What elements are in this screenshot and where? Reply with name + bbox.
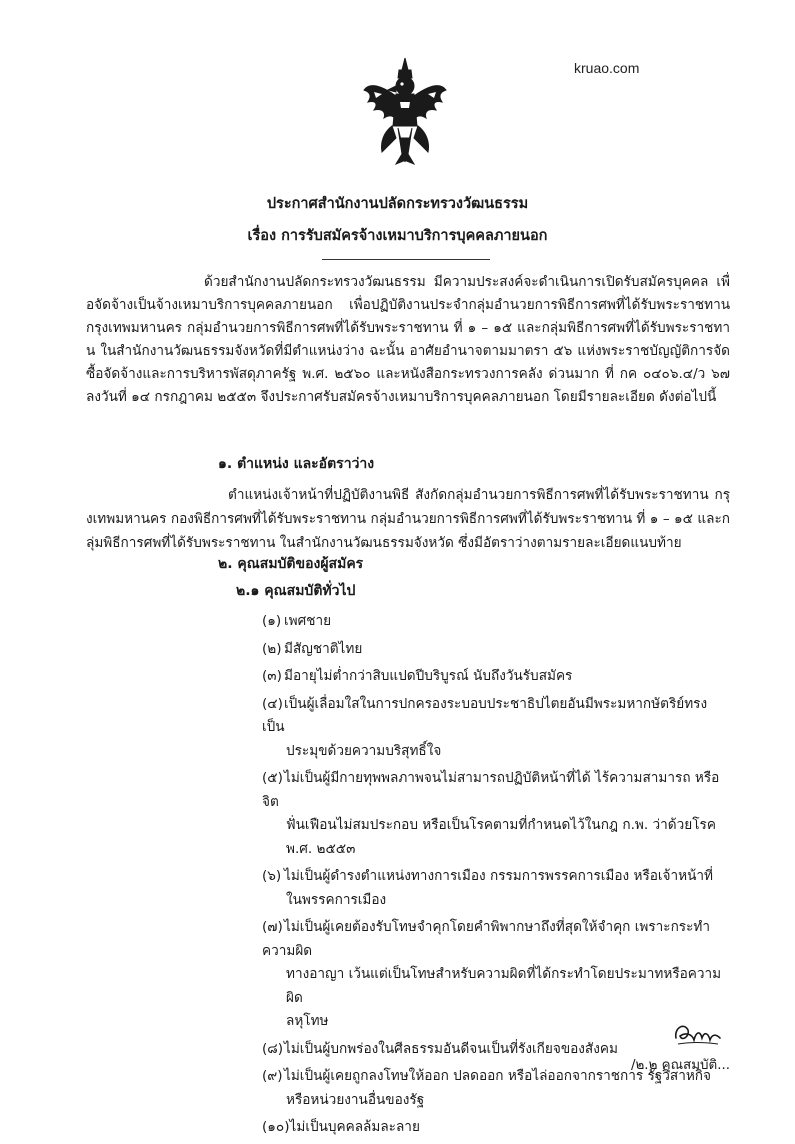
qualification-text: มีอายุไม่ต่ำกว่าสิบแปดปีบริบูรณ์ นับถึงวันรับสมัคร [284,668,573,684]
section-2-1-heading: ๒.๑ คุณสมบัติทั่วไป [236,583,356,599]
intro-paragraph: ด้วยสำนักงานปลัดกระทรวงวัฒนธรรม มีความประสงค์จะดำเนินการเปิดรับสมัครบุคคล เพื่อจัดจ้างเป็นจ้างเหมาบริการบุคคลภายนอก เพื่อปฏิบัติงานประจำกลุ่มอำนวยการพิธีการศพที่ได้รับพระราชทาน กรุงเทพมหานคร กลุ่มอำนวยการพิธีการศพที่ได้รับพระราชทาน ที่ ๑ – ๑๕ และกลุ่มพิธีการศพที่ได้รับพระราชทาน ในสำนักงานวัฒนธรรมจังหวัดที่มีตำแหน่งว่าง ฉะนั้น อาศัยอำนาจตามมาตรา ๕๖ แห่งพระราชบัญญัติการจัดซื้อจัดจ้างและการบริหารพัสดุภาครัฐ พ.ศ. ๒๕๖๐ และหนังสือกระทรวงการคลัง ด่วนมาก ที่ กค ๐๔๐๖.๔/ว ๖๗ ลงวันที่ ๑๔ กรกฎาคม ๒๕๕๓ จึงประกาศรับสมัครจ้างเหมาบริการบุคคลภายนอก โดยมีรายละเอียด ดังต่อไปนี้ [86,274,730,405]
qualification-text: เป็นผู้เลื่อมใสในการปกครองระบอบประชาธิปไตยอันมีพระมหากษัตริย์ทรงเป็น [262,695,708,735]
qualification-text: ทางอาญา เว้นแต่เป็นโทษสำหรับความผิดที่ได้กระทำโดยประมาทหรือความผิด [286,966,722,1006]
qualification-text: ประมุขด้วยความบริสุทธิ์ใจ [286,742,442,759]
qualification-item [262,916,722,1034]
qualification-text: พ.ศ. ๒๕๕๓ [286,840,356,857]
header-divider [322,259,490,260]
qualification-number: (๗) [262,919,283,935]
qualification-text: ในพรรคการเมือง [286,891,387,908]
qualification-text: ไม่เป็นผู้ดำรงตำแหน่งทางการเมือง กรรมการพรรคการเมือง หรือเจ้าหน้าที่ [284,868,713,884]
qualification-text: ไม่เป็นบุคคลล้มละลาย [289,1119,420,1135]
qualification-item [262,638,722,662]
qualification-text: หรือหน่วยงานอื่นของรัฐ [286,1091,425,1108]
qualification-number: (๒) [262,640,282,657]
qualification-number: (๔) [262,695,283,712]
section-2-heading: ๒. คุณสมบัติของผู้สมัคร [218,556,364,572]
qualification-number: (๙) [262,1068,283,1084]
qualification-text: ไม่เป็นผู้เคยต้องรับโทษจำคุกโดยคำพิพากษาถึงที่สุดให้จำคุก เพราะกระทำความผิด [262,919,711,959]
announcement-subject: เรื่อง การรับสมัครจ้างเหมาบริการบุคคลภายนอก [247,228,548,244]
qualification-item [262,693,722,764]
qualification-number: (๑) [262,613,282,629]
qualification-item [262,1116,722,1140]
qualification-text: ฟั่นเฟือนไม่สมประกอบ หรือเป็นโรคตามที่กำหนดไว้ในกฎ ก.พ. ว่าด้วยโรค [286,817,716,833]
qualification-text: ไม่เป็นผู้มีกายทุพพลภาพจนไม่สามารถปฏิบัติหน้าที่ได้ ไร้ความสามารถ หรือจิต [262,770,720,810]
garuda-emblem-icon [362,56,448,166]
qualification-text: ไม่เป็นผู้บกพร่องในศีลธรรมอันดีจนเป็นที่รังเกียจของสังคม [284,1040,618,1057]
qualification-text: ลหุโทษ [286,1013,329,1029]
qualification-text: มีสัญชาติไทย [284,640,363,657]
qualification-item [262,767,722,861]
qualification-item [262,665,722,689]
qualification-number: (๓) [262,668,282,684]
announcement-title: ประกาศสำนักงานปลัดกระทรวงวัฒนธรรม [266,196,529,212]
qualification-number: (๕) [262,770,283,786]
qualification-number: (๑๐) [262,1119,290,1135]
section-1-paragraph: ตำแหน่งเจ้าหน้าที่ปฏิบัติงานพิธี สังกัดกลุ่มอำนวยการพิธีการศพที่ได้รับพระราชทาน กรุงเทพมหานคร กองพิธีการศพที่ได้รับพระราชทาน กลุ่มอำนวยการพิธีการศพที่ได้รับพระราชทาน ที่ ๑ – ๑๕ และกลุ่มพิธีการศพที่ได้รับพระราชทาน ในสำนักงานวัฒนธรรมจังหวัด ซึ่งมีอัตราว่างตามรายละเอียดแนบท้าย [86,487,730,551]
watermark-text: kruao.com [574,60,640,76]
qualification-item [262,865,722,912]
qualification-number: (๘) [262,1040,284,1057]
qualification-number: (๖) [262,868,282,884]
qualification-text: ไม่เป็นผู้เคยถูกลงโทษให้ออก ปลดออก หรือไล่ออกจากราชการ รัฐวิสาหกิจ [284,1068,711,1084]
qualification-item [262,610,722,634]
qualification-text: เพศชาย [284,613,332,629]
section-1-heading: ๑. ตำแหน่ง และอัตราว่าง [218,456,375,472]
continuation-note: /๒.๒ คุณสมบัติ... [630,1058,730,1073]
signature-icon [670,1018,726,1052]
